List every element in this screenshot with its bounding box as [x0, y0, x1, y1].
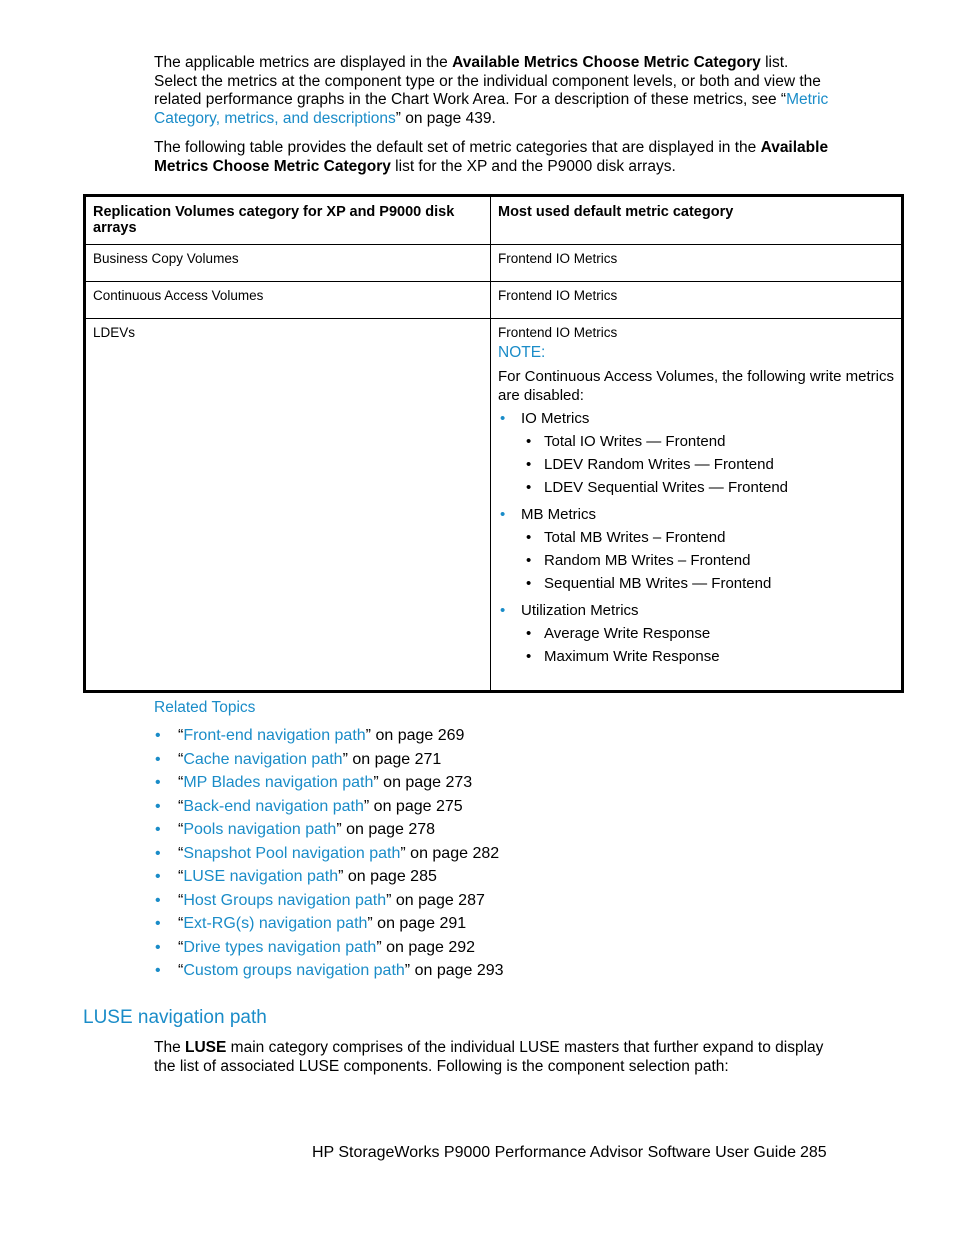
page-ref: ” on page 271 [342, 750, 442, 768]
page-ref: ” on page 269 [365, 727, 465, 744]
list-item [498, 505, 894, 593]
bullet-icon: • [155, 774, 161, 791]
list-item [521, 551, 894, 570]
list-item [521, 432, 894, 451]
bullet-icon: • [155, 844, 161, 862]
list-item [154, 961, 504, 985]
quote-mark: “ [178, 962, 184, 979]
page-ref: ” on page 292 [376, 938, 476, 956]
quote-mark: “ [178, 727, 184, 744]
topic-link[interactable]: Pools navigation path [183, 821, 337, 838]
section-bold: LUSE [185, 1039, 227, 1056]
metric-item: LDEV Random Writes — Frontend [544, 456, 774, 473]
page-ref: ” on page 273 [373, 774, 473, 791]
quote-mark: “ [178, 891, 184, 909]
metric-item: Random MB Writes – Frontend [544, 552, 751, 569]
table-row-ldev [85, 319, 903, 692]
list-item [521, 624, 894, 643]
topic-link[interactable]: Cache navigation path [183, 750, 343, 768]
quote-mark: “ [178, 938, 184, 956]
topic-link[interactable]: Host Groups navigation path [183, 891, 387, 909]
bullet-icon: • [526, 456, 532, 473]
bullet-icon: • [500, 410, 506, 427]
page-ref: ” on page 285 [338, 868, 437, 885]
section-text: main category comprises of the individual LUSE masters that further expand to display the list of associated LUSE components. Following is the component selection path: [154, 1039, 824, 1075]
page-number: 285 [800, 1144, 827, 1161]
table-header-cell: Most used default metric category [491, 196, 903, 245]
bullet-icon: • [526, 479, 532, 496]
topic-link[interactable]: MP Blades navigation path [183, 774, 374, 791]
bullet-icon: • [155, 750, 161, 768]
page-ref: ” on page 291 [367, 915, 467, 932]
topic-link[interactable]: Drive types navigation path [183, 938, 377, 956]
intro-bold: Available Metrics Choose Metric Category [452, 54, 761, 71]
intro-text: list for the XP and the P9000 disk arrays. [390, 157, 676, 175]
metric-item: Sequential MB Writes — Frontend [544, 575, 772, 592]
list-item [521, 478, 894, 497]
bullet-icon: • [526, 648, 532, 665]
bullet-icon: • [155, 915, 161, 932]
quote-mark: “ [178, 915, 184, 932]
bullet-icon: • [526, 529, 532, 546]
list-item [521, 647, 894, 666]
metric-sublist [521, 624, 894, 666]
quote-mark: “ [178, 797, 184, 815]
topic-link[interactable]: Custom groups navigation path [183, 962, 405, 979]
section-heading: LUSE navigation path [83, 1007, 267, 1028]
metric-group-name: MB Metrics [521, 506, 596, 523]
bullet-icon: • [155, 938, 161, 956]
list-item [154, 891, 504, 915]
metric-item: Total MB Writes – Frontend [544, 529, 726, 546]
related-topics-title: Related Topics [154, 699, 256, 716]
list-item [521, 455, 894, 474]
page-ref: ” on page 282 [400, 844, 500, 862]
section-text: The [154, 1039, 186, 1056]
list-item [154, 914, 504, 938]
list-item [154, 844, 504, 868]
table-cell: Frontend IO Metrics [491, 245, 903, 282]
footer-title: HP StorageWorks P9000 Performance Advisor Software User Guide [312, 1144, 797, 1161]
bullet-icon: • [155, 727, 161, 744]
bullet-icon: • [155, 891, 161, 909]
bullet-icon: • [526, 625, 532, 642]
metric-category-link[interactable]: Metric Category, metrics, and descriptions [154, 91, 829, 127]
page-ref: ” on page 287 [386, 891, 485, 909]
quote-mark: “ [178, 821, 184, 838]
list-item [498, 601, 894, 666]
metric-item: Total IO Writes — Frontend [544, 433, 726, 450]
table-row [85, 245, 903, 282]
quote-mark: “ [178, 844, 184, 862]
metric-item: Average Write Response [544, 625, 711, 642]
topic-link[interactable]: Back-end navigation path [183, 797, 364, 815]
table-header-row [85, 196, 903, 245]
table-cell: Frontend IO Metrics [491, 282, 903, 319]
bullet-icon: • [526, 575, 532, 592]
table-cell: Business Copy Volumes [85, 245, 491, 282]
topic-link[interactable]: Snapshot Pool navigation path [183, 844, 401, 862]
bullet-icon: • [526, 433, 532, 450]
quote-mark: “ [178, 750, 184, 768]
intro-text: The following table provides the default set of metric categories that are displayed in the [154, 139, 761, 156]
intro-text: ” on page 439. [395, 109, 496, 127]
bullet-icon: • [500, 602, 506, 619]
metric-item: LDEV Sequential Writes — Frontend [544, 479, 789, 496]
note-text: For Continuous Access Volumes, the following write metrics are disabled: [498, 368, 894, 404]
metric-group-list [498, 409, 894, 666]
quote-mark: “ [178, 774, 184, 791]
table-row [85, 282, 903, 319]
list-item [154, 773, 504, 797]
bullet-icon: • [500, 506, 506, 523]
intro-paragraph-1 [154, 54, 834, 128]
table-cell: LDEVs [85, 319, 491, 692]
metric-item: Maximum Write Response [544, 648, 720, 665]
metric-group-name: IO Metrics [521, 410, 590, 427]
list-item [154, 938, 504, 962]
page-ref: ” on page 275 [363, 797, 463, 815]
page-ref: ” on page 278 [336, 821, 436, 838]
metric-sublist [521, 432, 894, 497]
intro-text: list. Select the metrics at the component type or the individual component levels, or both and view the related performance graphs in the Chart Work Area. For a description of these metrics, see “ [154, 54, 821, 108]
list-item [521, 574, 894, 593]
bullet-icon: • [155, 797, 161, 815]
section-paragraph [154, 1039, 834, 1076]
related-topics-list [154, 726, 504, 985]
topic-link[interactable]: Ext-RG(s) navigation path [183, 915, 368, 932]
metric-sublist [521, 528, 894, 593]
bullet-icon: • [526, 552, 532, 569]
list-item [154, 797, 504, 821]
table-cell: Continuous Access Volumes [85, 282, 491, 319]
list-item [154, 867, 504, 891]
metric-group-name: Utilization Metrics [521, 602, 639, 619]
bullet-icon: • [155, 821, 161, 838]
intro-text: The applicable metrics are displayed in the [154, 54, 453, 71]
topic-link[interactable]: Front-end navigation path [183, 727, 366, 744]
list-item [154, 726, 504, 750]
intro-paragraph-2 [154, 139, 834, 176]
note-label: NOTE: [498, 344, 546, 361]
bullet-icon: • [155, 868, 161, 885]
table-cell-ldev-detail [491, 319, 903, 692]
bullet-icon: • [155, 962, 161, 979]
list-item [521, 528, 894, 547]
table-header-cell: Replication Volumes category for XP and P9000 disk arrays [85, 196, 491, 245]
list-item [154, 750, 504, 774]
metrics-table [83, 194, 904, 693]
list-item [498, 409, 894, 497]
list-item [154, 820, 504, 844]
intro-bold: Available Metrics Choose Metric Category [154, 139, 829, 175]
ldev-metric-title: Frontend IO Metrics [498, 325, 618, 340]
topic-link[interactable]: LUSE navigation path [183, 868, 339, 885]
page-ref: ” on page 293 [404, 962, 504, 979]
quote-mark: “ [178, 868, 184, 885]
